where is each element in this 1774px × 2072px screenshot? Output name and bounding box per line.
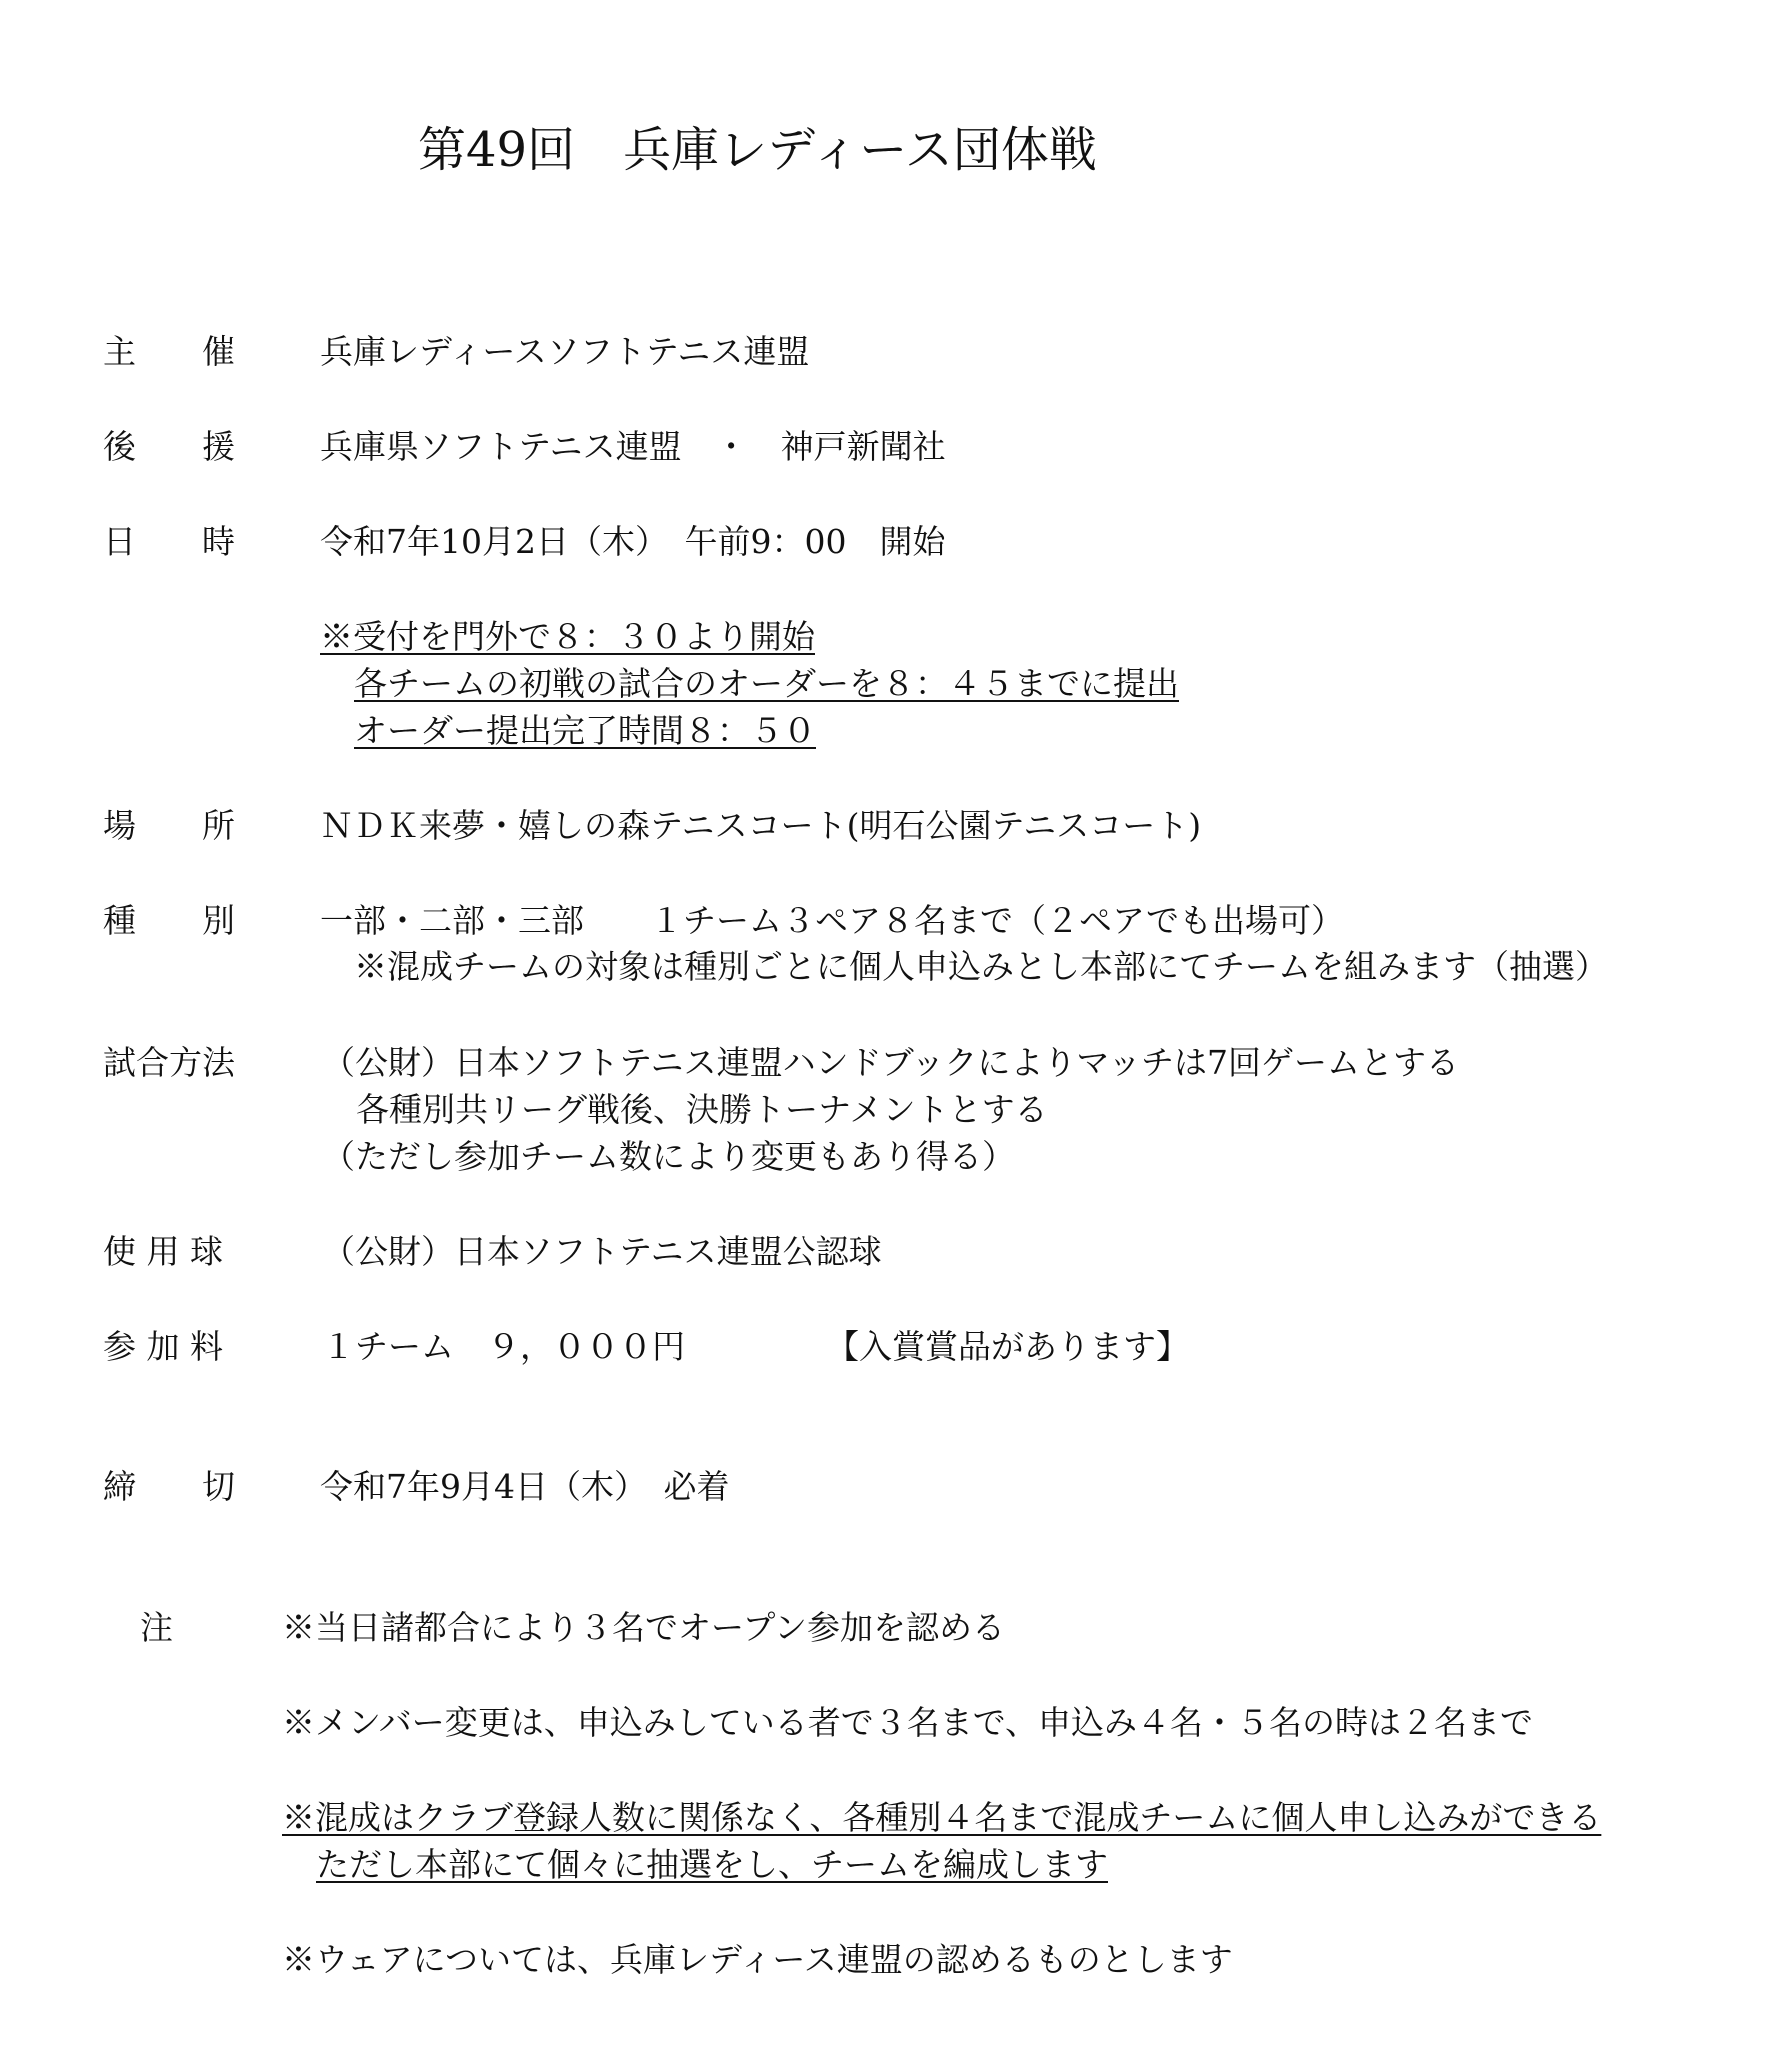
format-line-1: （公財）日本ソフトテニス連盟ハンドブックによりマッチは7回ゲームとする: [322, 1043, 1460, 1082]
ball-value: （公財）日本ソフトテニス連盟公認球: [322, 1232, 882, 1271]
format-line-3: （ただし参加チーム数により変更もあり得る）: [322, 1137, 1015, 1176]
organizer-label: 主 催: [103, 332, 235, 371]
fee-value: １チーム ９，０００円: [322, 1327, 685, 1366]
note-item-3: ※混成はクラブ登録人数に関係なく、各種別４名まで混成チームに個人申し込みができる: [282, 1798, 1602, 1837]
ball-label: 使 用 球: [103, 1232, 223, 1271]
notes-label: 注: [140, 1608, 173, 1647]
organizer-value: 兵庫レディースソフトテニス連盟: [320, 332, 810, 371]
datetime-note-3: オーダー提出完了時間８：５０: [354, 711, 816, 750]
fee-label: 参 加 料: [103, 1327, 223, 1366]
venue-label: 場 所: [103, 806, 235, 845]
category-note: ※混成チームの対象は種別ごとに個人申込みとし本部にてチームを組みます（抽選）: [354, 947, 1608, 986]
category-value: 一部・二部・三部 １チーム３ペア８名まで（２ペアでも出場可）: [320, 901, 1344, 940]
note-item-1: ※当日諸都合により３名でオープン参加を認める: [282, 1608, 1006, 1647]
support-label: 後 援: [103, 427, 235, 466]
datetime-note-1: ※受付を門外で８：３０より開始: [320, 617, 815, 656]
deadline-label: 締 切: [103, 1467, 235, 1506]
document-title: 第49回 兵庫レディース団体戦: [418, 122, 1097, 178]
support-value: 兵庫県ソフトテニス連盟 ・ 神戸新聞社: [320, 427, 946, 466]
datetime-label: 日 時: [103, 522, 235, 561]
datetime-value: 令和7年10月2日（木） 午前9：00 開始: [320, 522, 946, 561]
category-label: 種 別: [103, 901, 235, 940]
venue-value: ＮＤＫ来夢・嬉しの森テニスコート(明石公園テニスコート): [320, 806, 1202, 845]
format-label: 試合方法: [103, 1043, 235, 1082]
fee-prize: 【入賞賞品があります】: [826, 1327, 1189, 1366]
note-item-4: ※ウェアについては、兵庫レディース連盟の認めるものとします: [282, 1940, 1233, 1979]
format-line-2: 各種別共リーグ戦後、決勝トーナメントとする: [356, 1090, 1048, 1129]
datetime-note-2: 各チームの初戦の試合のオーダーを８：４５までに提出: [354, 664, 1179, 703]
note-item-2: ※メンバー変更は、申込みしている者で３名まで、申込み４名・５名の時は２名まで: [282, 1703, 1534, 1742]
note-item-3-continued: ただし本部にて個々に抽選をし、チームを編成します: [316, 1845, 1108, 1884]
deadline-value: 令和7年9月4日（木） 必着: [320, 1467, 730, 1506]
